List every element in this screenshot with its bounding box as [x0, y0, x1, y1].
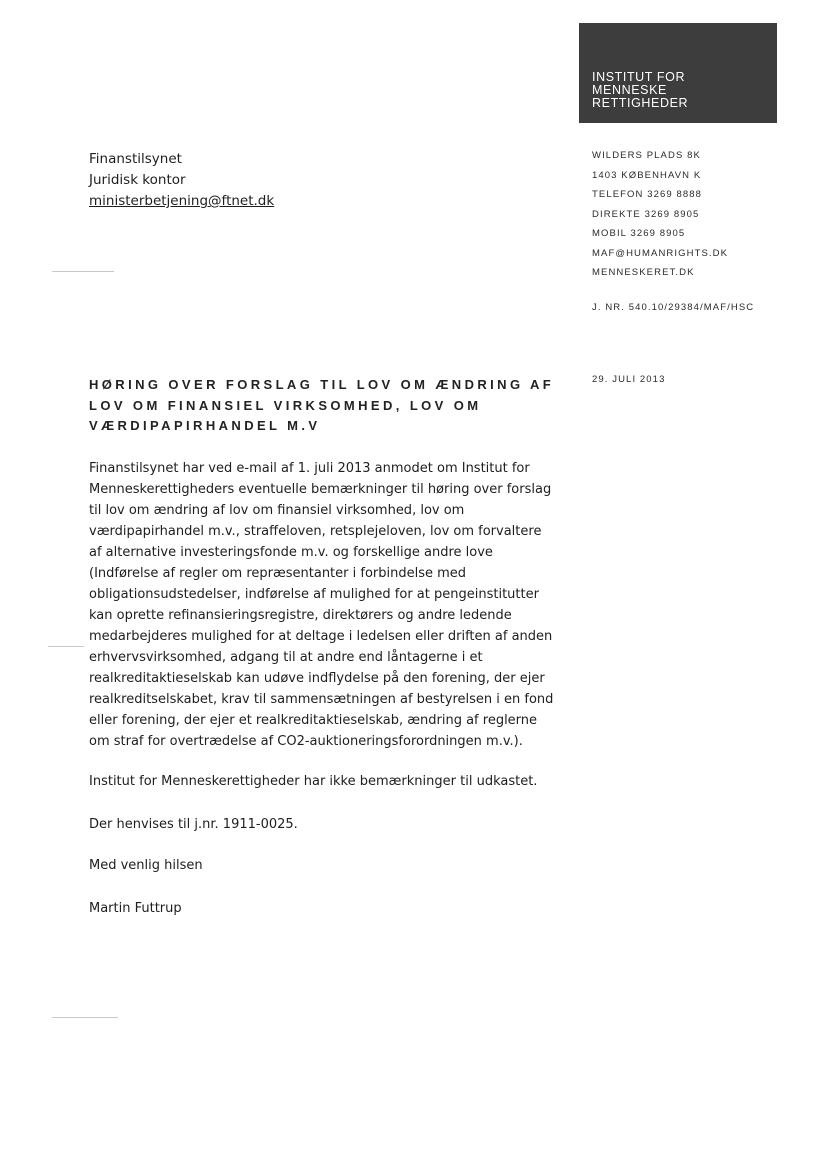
- institute-logo: [579, 23, 777, 123]
- contact-website: MENNESKERET.DK: [592, 267, 695, 278]
- contact-mobile: MOBIL 3269 8905: [592, 228, 686, 239]
- reference-line: Der henvises til j.nr. 1911-0025.: [89, 817, 298, 832]
- recipient-address: [89, 149, 274, 212]
- letter-date: 29. JULI 2013: [592, 374, 666, 385]
- body-line: obligationsudstedelser, indførelse af mulighed for at pengeinstitutter: [89, 587, 539, 602]
- scan-artifact: [52, 1017, 118, 1018]
- contact-phone: TELEFON 3269 8888: [592, 189, 703, 200]
- logo-line-2: MENNESKE: [592, 83, 667, 97]
- body-line: realkreditselskabet, krav til sammensætningen af bestyrelsen i en fond: [89, 692, 554, 707]
- body-paragraph: [89, 458, 589, 752]
- closing-greeting: Med venlig hilsen: [89, 858, 203, 873]
- body-line: (Indførelse af regler om repræsentanter i forbindelse med: [89, 566, 467, 581]
- recipient-department: Juridisk kontor: [89, 172, 186, 188]
- scan-artifact: [52, 271, 114, 272]
- logo-line-3: RETTIGHEDER: [592, 96, 689, 110]
- body-line: kan oprette refinansieringsregistre, direktørers og andre ledende: [89, 608, 512, 623]
- body-line: af alternative investeringsfonde m.v. og forskellige andre love: [89, 545, 493, 560]
- recipient-name: Finanstilsynet: [89, 151, 182, 167]
- body-line: værdipapirhandel m.v., straffeloven, retsplejeloven, lov om forvaltere: [89, 524, 542, 539]
- body-line: om straf for overtrædelse af CO2-auktioneringsforordningen m.v.).: [89, 734, 523, 749]
- letter-subject: [89, 375, 569, 437]
- body-line: eller forening, der ejer et realkreditaktieselskab, ændring af reglerne: [89, 713, 538, 728]
- contact-direct: DIREKTE 3269 8905: [592, 208, 700, 220]
- scan-artifact: [48, 646, 84, 647]
- subject-line-2: LOV OM FINANSIEL VIRKSOMHED, LOV OM: [89, 397, 482, 413]
- body-line: erhvervsvirksomhed, adgang til at andre end låntagerne i et: [89, 650, 483, 665]
- journal-number: J. NR. 540.10/29384/MAF/HSC: [592, 302, 755, 313]
- contact-address-street: WILDERS PLADS 8K: [592, 150, 701, 161]
- body-line: Menneskerettigheders eventuelle bemærkninger til høring over forslag: [89, 482, 552, 497]
- body-line: medarbejderes mulighed for at deltage i ledelsen eller driften af anden: [89, 629, 553, 644]
- subject-line-1: HØRING OVER FORSLAG TIL LOV OM ÆNDRING AF: [89, 377, 555, 392]
- contact-address-city: 1403 KØBENHAVN K: [592, 169, 702, 181]
- contact-email: MAF@HUMANRIGHTS.DK: [592, 247, 729, 259]
- recipient-email-link[interactable]: ministerbetjening@ftnet.dk: [89, 193, 275, 209]
- no-remarks-statement: Institut for Menneskerettigheder har ikke bemærkninger til udkastet.: [89, 774, 538, 789]
- signature-name: Martin Futtrup: [89, 901, 182, 916]
- logo-line-1: INSTITUT FOR: [592, 70, 686, 84]
- body-line: Finanstilsynet har ved e-mail af 1. juli 2013 anmodet om Institut for: [89, 461, 530, 476]
- body-line: realkreditaktieselskab kan udøve indflydelse på den forening, der ejer: [89, 671, 545, 686]
- body-line: til lov om ændring af lov om finansiel virksomhed, lov om: [89, 503, 465, 518]
- subject-line-3: VÆRDIPAPIRHANDEL M.V: [89, 418, 321, 433]
- sender-contact-block: [592, 146, 728, 283]
